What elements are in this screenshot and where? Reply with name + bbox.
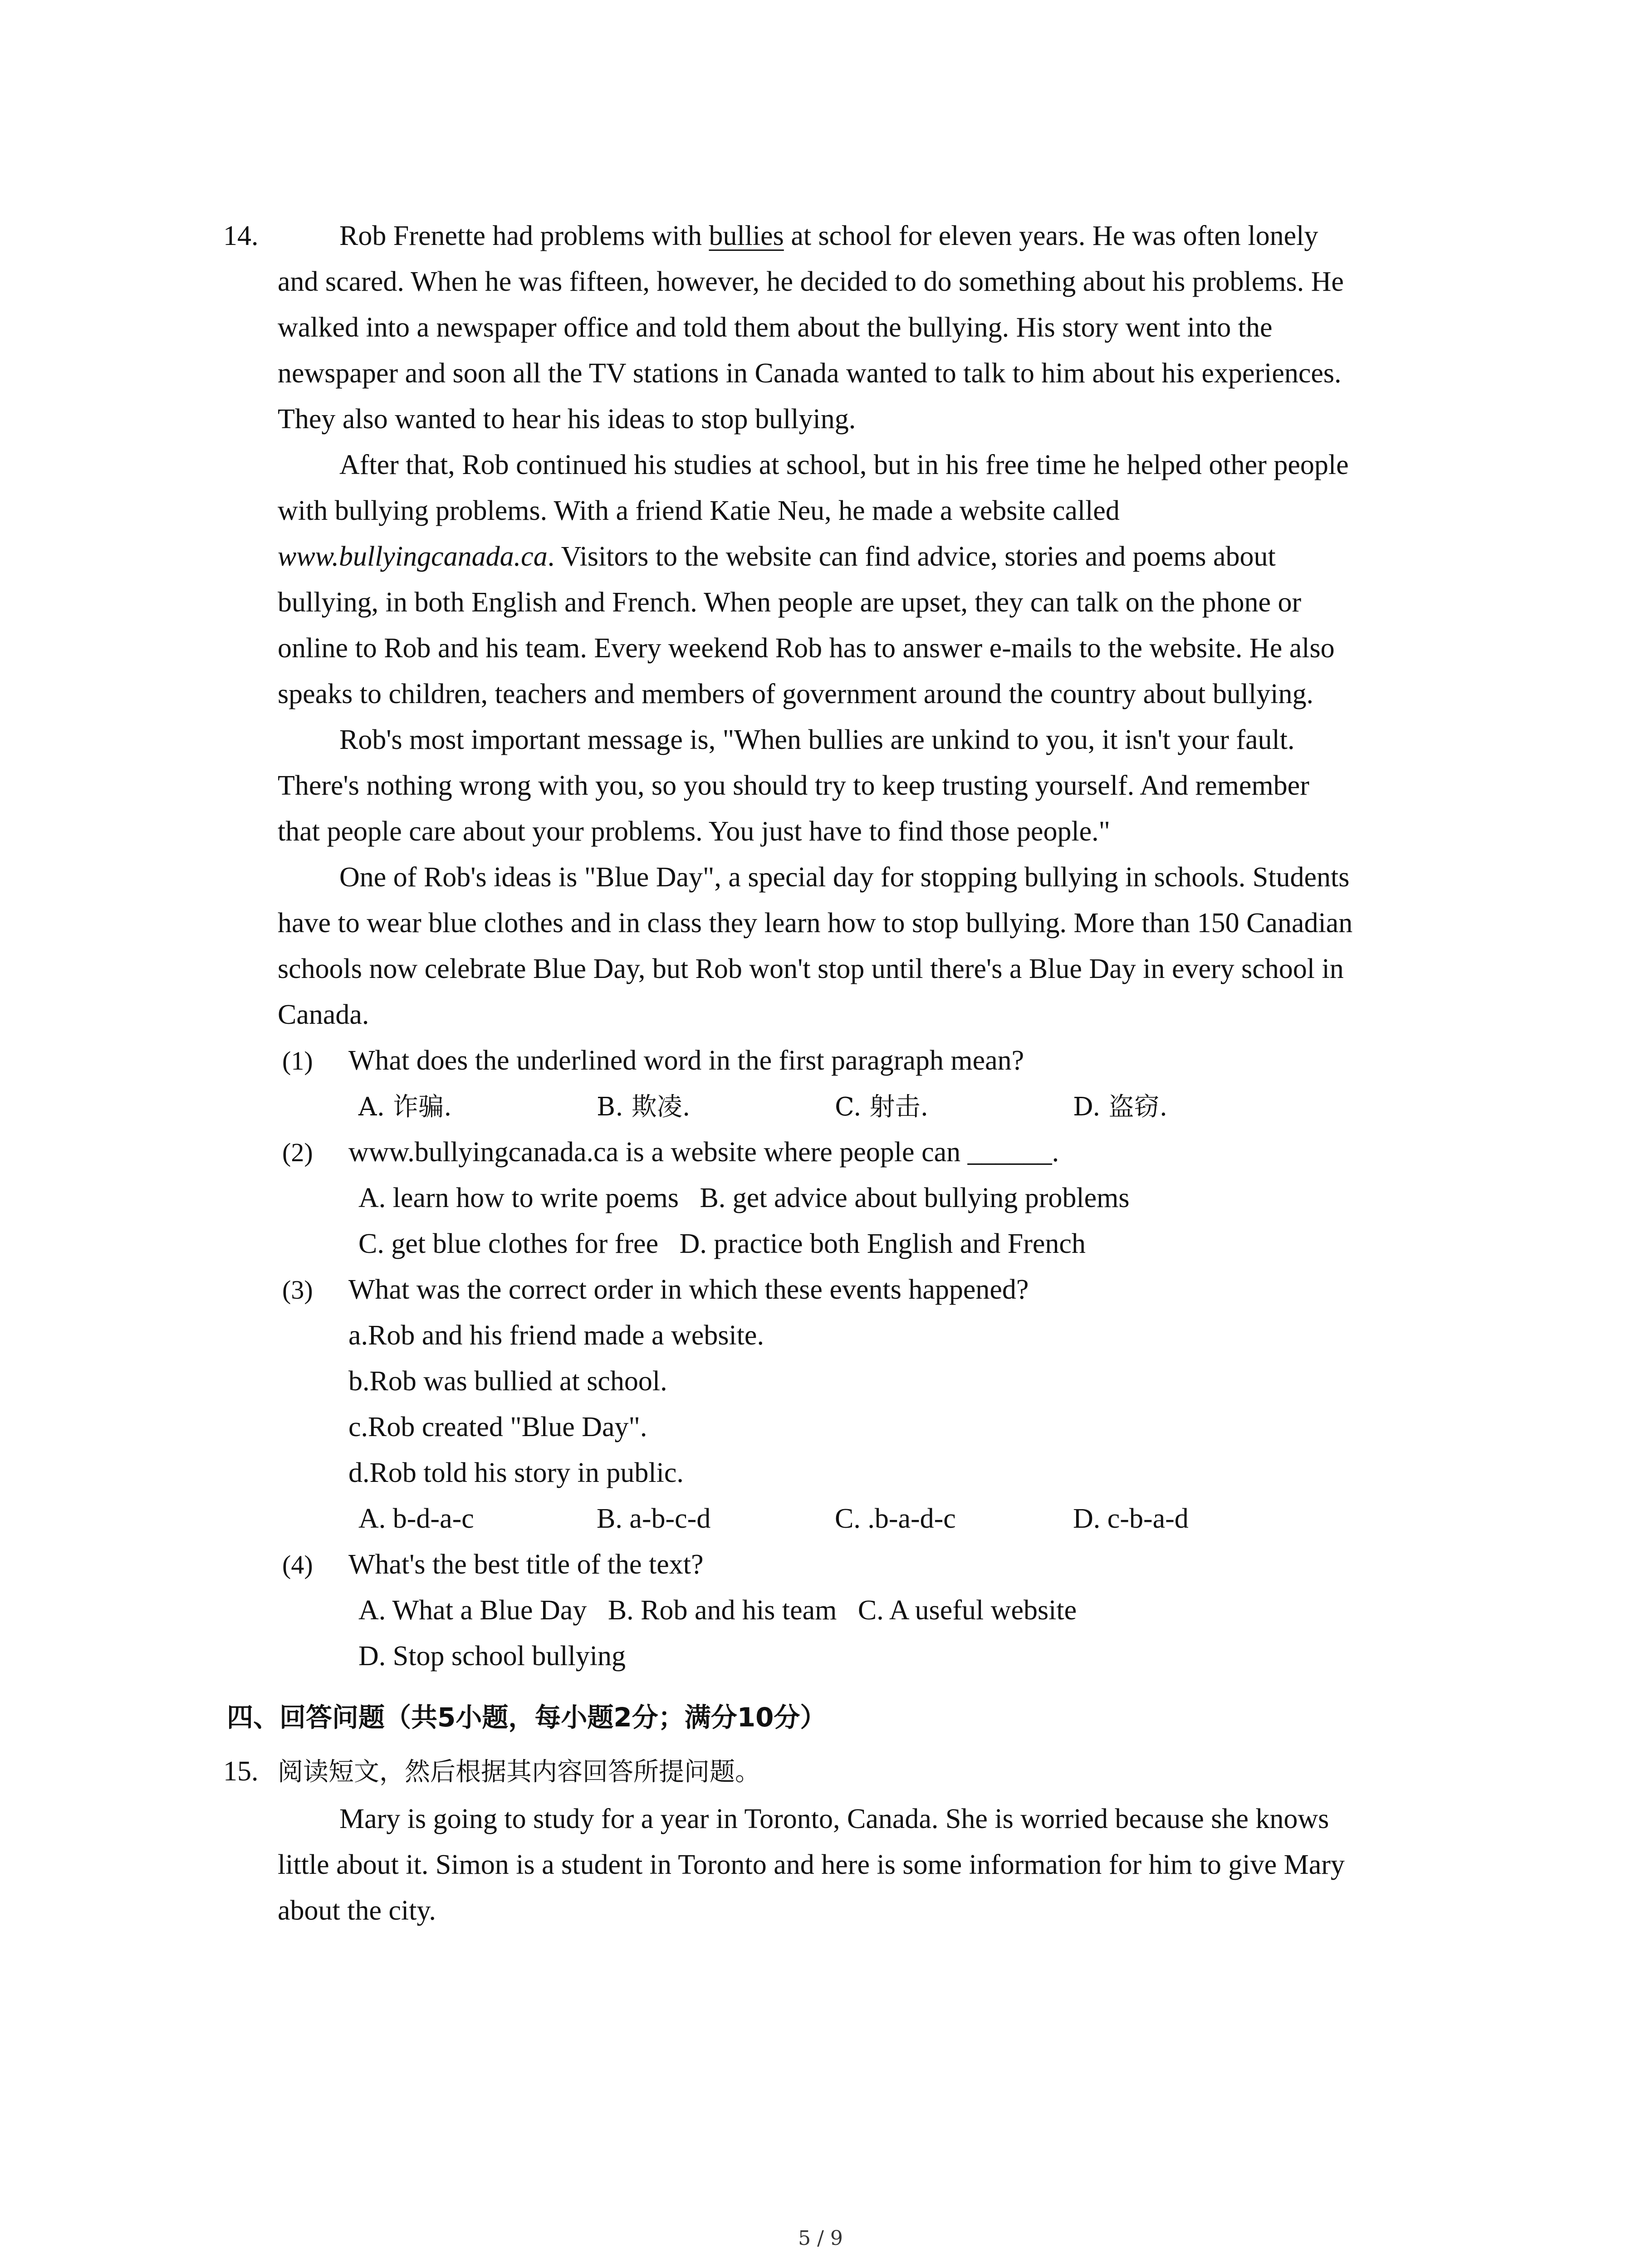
option-line[interactable]: A. learn how to write poems B. get advice about bullying problems [358, 1183, 1130, 1213]
passage-line: little about it. Simon is a student in Toronto and here is some information for him to give Mary [278, 1849, 1345, 1880]
website-url: www.bullyingcanada.ca [278, 541, 548, 572]
passage-line: about the city. [278, 1895, 436, 1926]
passage-text: . Visitors to the website can find advice, stories and poems about [547, 541, 1276, 572]
passage-line [278, 534, 1276, 580]
sub-question-text: What does the underlined word in the first paragraph mean? [348, 1045, 1024, 1076]
page-number: 5 / 9 [798, 2227, 843, 2250]
passage-line: walked into a newspaper office and told them about the bullying. His story went into the [278, 312, 1273, 343]
option-b[interactable]: B. a-b-c-d [597, 1503, 711, 1534]
passage-line: newspaper and soon all the TV stations in Canada wanted to talk to him about his experiences. [278, 358, 1342, 389]
passage-line: schools now celebrate Blue Day, but Rob won't stop until there's a Blue Day in every school in [278, 953, 1344, 984]
passage-line: After that, Rob continued his studies at school, but in his free time he helped other people [339, 450, 1349, 480]
event-item: d.Rob told his story in public. [348, 1457, 684, 1488]
option-label: A. 诈骗. [358, 1092, 452, 1122]
passage-line: with bullying problems. With a friend Katie Neu, he made a website called [278, 495, 1120, 526]
option-label: D. 盗窃. [1073, 1092, 1168, 1122]
passage-line: Canada. [278, 999, 369, 1030]
passage-line: Rob's most important message is, "When bullies are unkind to you, it isn't your fault. [339, 724, 1295, 755]
option-line[interactable]: C. get blue clothes for free D. practice both English and French [358, 1228, 1086, 1259]
passage-text: Rob Frenette had problems with [339, 220, 709, 251]
option-line[interactable]: A. What a Blue Day B. Rob and his team C. A useful website [358, 1595, 1077, 1626]
option-line[interactable]: D. Stop school bullying [358, 1641, 626, 1672]
sub-question-number: (3) [282, 1275, 313, 1305]
question-number: 15. [223, 1756, 259, 1787]
option-c[interactable]: C. .b-a-d-c [835, 1503, 956, 1534]
passage-line: One of Rob's ideas is "Blue Day", a special day for stopping bullying in schools. Students [339, 862, 1350, 893]
sub-question-number: (4) [282, 1550, 313, 1579]
option-d[interactable] [1073, 1084, 1167, 1129]
option-a[interactable]: A. b-d-a-c [358, 1503, 474, 1534]
option-d[interactable]: D. c-b-a-d [1073, 1503, 1189, 1534]
passage-line: that people care about your problems. You just have to find those people." [278, 816, 1110, 847]
passage-line: and scared. When he was fifteen, however, he decided to do something about his problems. He [278, 266, 1344, 297]
sub-question-number: (1) [282, 1046, 313, 1075]
option-c[interactable] [835, 1084, 928, 1129]
option-label: C. 射击. [835, 1092, 929, 1122]
passage-line [339, 213, 1318, 259]
event-item: c.Rob created "Blue Day". [348, 1412, 647, 1442]
underlined-word: bullies [709, 220, 784, 251]
passage-line: bullying, in both English and French. When people are upset, they can talk on the phone or [278, 587, 1302, 618]
passage-line: There's nothing wrong with you, so you should try to keep trusting yourself. And remember [278, 770, 1309, 801]
option-label: B. 欺凌. [597, 1092, 691, 1122]
option-b[interactable] [597, 1084, 691, 1129]
sub-question-number: (2) [282, 1138, 313, 1167]
question-instruction [278, 1749, 760, 1794]
passage-line: speaks to children, teachers and members of government around the country about bullying. [278, 679, 1314, 709]
passage-line: have to wear blue clothes and in class they learn how to stop bullying. More than 150 Canadian [278, 908, 1353, 938]
sub-question-text: www.bullyingcanada.ca is a website where people can ______. [348, 1137, 1059, 1168]
event-item: a.Rob and his friend made a website. [348, 1320, 764, 1351]
passage-line: They also wanted to hear his ideas to stop bullying. [278, 404, 856, 435]
question-number: 14. [223, 220, 259, 251]
passage-text: at school for eleven years. He was often lonely [784, 220, 1318, 251]
instruction-text: 阅读短文，然后根据其内容回答所提问题。 [278, 1757, 760, 1787]
section-heading: 四、回答问题（共5小题，每小题2分；满分10分） [227, 1702, 827, 1733]
passage-line: Mary is going to study for a year in Toronto, Canada. She is worried because she knows [339, 1804, 1329, 1834]
sub-question-text: What's the best title of the text? [348, 1549, 704, 1580]
sub-question-text: What was the correct order in which these events happened? [348, 1274, 1029, 1305]
passage-line: online to Rob and his team. Every weekend Rob has to answer e-mails to the website. He also [278, 633, 1335, 664]
event-item: b.Rob was bullied at school. [348, 1366, 667, 1397]
option-a[interactable] [358, 1084, 452, 1129]
